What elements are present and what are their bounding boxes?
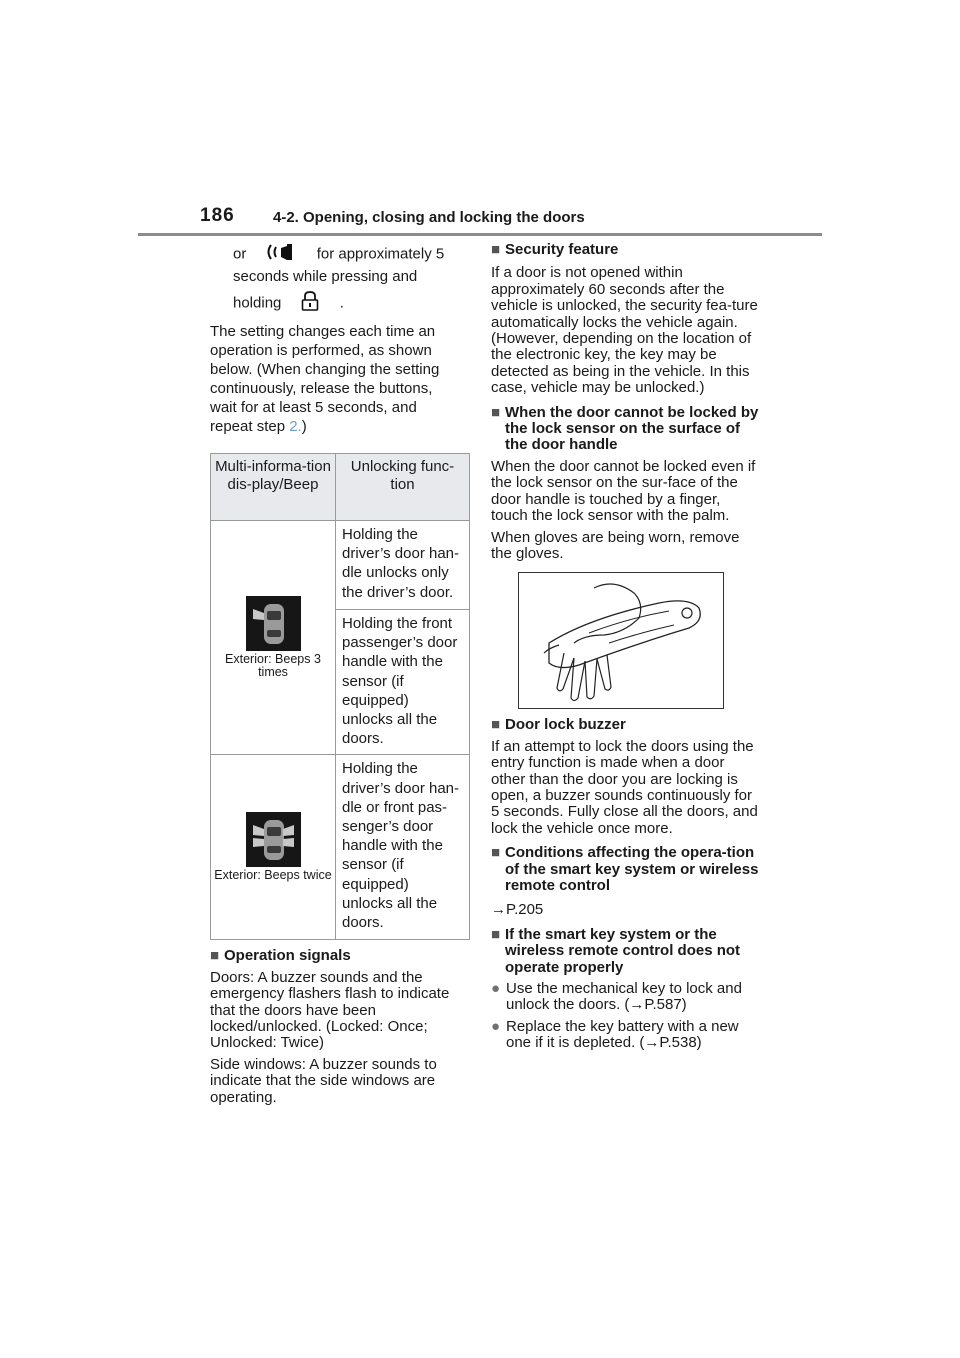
section-heading <box>491 845 761 894</box>
or-text: or <box>233 245 247 263</box>
table-cell-function: Holding the front passenger’s door handle with the sensor (if equipped) unlocks all the doors. <box>336 610 470 755</box>
section-heading <box>210 948 472 964</box>
section-title-cannot-lock: When the door cannot be locked by the lock sensor on the surface of the door handle <box>505 403 759 454</box>
table-header-function: Unlocking func-tion <box>336 454 470 521</box>
lock-icon <box>300 290 320 317</box>
paragraph: If an attempt to lock the doors using the entry function is made when a door other than the door you are locking is open, a buzzer sounds continuously for 5 seconds. Fully close all the doors, and lock the vehicle once more. <box>491 737 758 837</box>
unlock-wave-icon <box>265 242 301 267</box>
header-rule <box>138 233 822 236</box>
section-title-conditions: Conditions affecting the opera-tion of the smart key system or wireless remote control <box>505 844 759 894</box>
section-title-operation-signals: Operation signals <box>224 947 351 965</box>
list-item-text: Use the mechanical key to lock and unlock the doors. (→P.587) <box>506 980 742 1014</box>
car-driver-door-open-icon <box>246 596 301 651</box>
step-continuation <box>210 242 472 318</box>
table-caption-beeps-twice: Exterior: Beeps twice <box>214 868 332 883</box>
paragraph: When the door cannot be locked even if the lock sensor on the sur-face of the door handle is touched by a finger, touch the lock sensor with the palm. <box>491 457 756 525</box>
period-text: . <box>339 294 344 312</box>
step-line-2: seconds while pressing and <box>233 268 418 285</box>
paragraph-line: operation is performed, as shown <box>210 342 432 359</box>
paragraph-line: below. (When changing the setting <box>210 361 440 378</box>
paragraph: Side windows: A buzzer sounds to indicate that the side windows are operating. <box>210 1055 437 1106</box>
square-bullet-icon: ■ <box>491 716 501 734</box>
section-title-buzzer: Door lock buzzer <box>505 716 626 734</box>
square-bullet-icon: ■ <box>491 925 501 943</box>
paragraph-line: continuously, release the buttons, <box>210 380 433 397</box>
list-item <box>491 1019 761 1052</box>
round-bullet-icon: ● <box>491 980 501 997</box>
setting-paragraph <box>210 322 472 436</box>
step-reference: 2. <box>289 418 302 435</box>
round-bullet-icon: ● <box>491 1017 501 1035</box>
table-cell-function: Holding the driver’s door han-dle unlocks only the driver’s door. <box>336 521 470 610</box>
paragraph-line: repeat step <box>210 418 290 435</box>
square-bullet-icon: ■ <box>491 241 501 258</box>
table-cell-display <box>211 755 336 940</box>
paragraph-suffix: ) <box>301 418 307 435</box>
section-heading <box>491 242 761 258</box>
table-header-display: Multi-informa-tion dis-play/Beep <box>211 454 336 521</box>
square-bullet-icon: ■ <box>210 947 220 965</box>
paragraph: When gloves are being worn, remove the gloves. <box>491 528 740 562</box>
paragraph: Doors: A buzzer sounds and the emergency flashers flash to indicate that the doors have been locked/unlocked. (Locked: Once; Unlocked: Twice) <box>210 968 450 1052</box>
right-column <box>491 242 761 1052</box>
list-item <box>491 981 761 1014</box>
left-column <box>210 242 472 1106</box>
square-bullet-icon: ■ <box>491 844 501 862</box>
section-heading <box>491 717 761 733</box>
section-heading <box>491 405 761 454</box>
paragraph-line: wait for at least 5 seconds, and <box>210 399 417 416</box>
square-bullet-icon: ■ <box>491 403 501 421</box>
paragraph: If a door is not opened within approximately 60 seconds after the vehicle is unlocked, the security fea-ture automatically locks the vehicle again. (However, depending on the location of the electronic key, the key may be detected as being in the vehicle. In this case, vehicle may be unlocked.) <box>491 264 758 397</box>
car-all-doors-open-icon <box>246 812 301 867</box>
section-heading <box>491 927 761 976</box>
settings-table <box>210 453 470 940</box>
section-title-security: Security feature <box>505 241 619 258</box>
duration-text: for approximately 5 <box>316 245 445 263</box>
table-cell-display <box>211 521 336 755</box>
page-reference: →P.205 <box>491 901 544 919</box>
holding-text: holding <box>233 294 282 312</box>
table-caption-beeps-3: Exterior: Beeps 3 times <box>225 652 321 680</box>
page-number: 186 <box>200 205 235 226</box>
table-cell-function: Holding the driver’s door han-dle or front pas-senger’s door handle with the sensor (if equipped) unlocks all the doors. <box>336 755 470 940</box>
hand-door-handle-illustration <box>518 572 724 709</box>
section-title-not-operate: If the smart key system or the wireless remote control does not operate properly <box>505 925 741 976</box>
list-item-text: Replace the key battery with a new one if it is depleted. (→P.538) <box>506 1017 739 1052</box>
section-title: 4-2. Opening, closing and locking the doors <box>273 209 585 226</box>
paragraph-line: The setting changes each time an <box>210 323 436 340</box>
